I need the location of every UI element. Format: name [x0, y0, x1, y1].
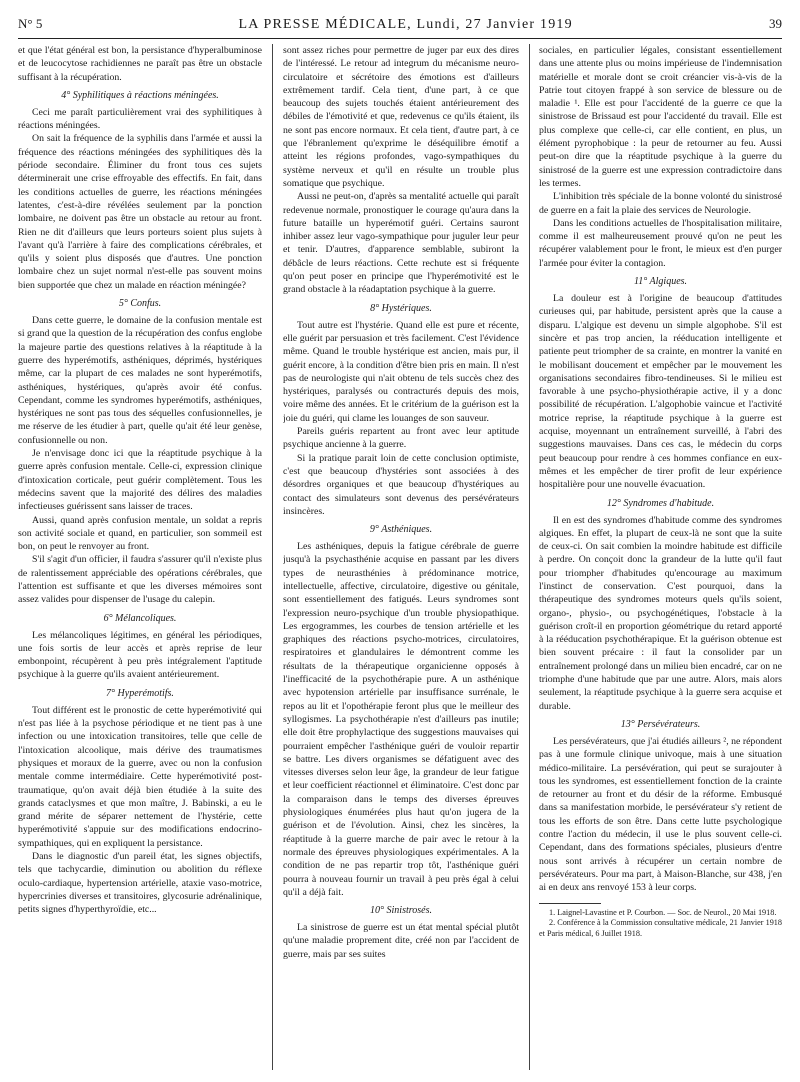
issue-number: N° 5	[18, 16, 43, 31]
column-3	[539, 44, 782, 1070]
section-heading: 6° Mélancoliques.	[103, 612, 177, 624]
section-heading: 13° Persévérateurs.	[620, 718, 701, 730]
paragraph: La sinistrose de guerre est un état mental spécial plutôt qu'une maladie proprement dite, créé non par l'accident de guerre, mais par ses suites	[283, 922, 519, 960]
section-heading: 11° Algiques.	[633, 276, 688, 288]
paragraph: Je n'envisage donc ici que la réaptitude psychique à la guerre après confusion mentale. Celle-ci, expression clinique d'intoxication corticale, peut guérir complètement. Tous les médecins savent que la majorité des délires des maladies infectieuses guérissent sans laisser de traces.	[18, 448, 262, 513]
paragraph: Les persévérateurs, que j'ai étudiés ailleurs ², ne répondent pas à une formule clinique univoque, mais à une situation médico-militaire. La persévération, qui peut se surajouter à tous les syndromes, est essentiellement fonction de la crainte de retourner au front et du désir de la réforme. Embusqué dans sa manifestation morbide, le persévérateur s'y retient de tous les efforts de son être. Dans cette lutte psychologique contre l'action du médecin, il use le plus souvent celle-ci. Cependant, dans des formations spéciales, plusieurs d'entre nous sont arrivés à récupérer un certain nombre de persévérateurs. Pour ma part, à Maison-Blanche, sur 438, j'en ai en deux ans renvoyé 153 à leur corps.	[539, 735, 782, 894]
paragraph: On sait la fréquence de la syphilis dans l'armée et aussi la fréquence des réactions méningées des syphilitiques dès la période secondaire. Éliminer du front tous ces sujets déterminerait une crise effroyable des effectifs. En fait, dans les conditions actuelles de guerre, les réactions méningées latentes, c'est-à-dire révélées seulement par la ponction lombaire, ne doivent pas être un obstacle au retour au front. Rien ne dit d'ailleurs que leurs porteurs soient plus sujets à l'avant qu'à l'arrière à faire des complications cérébrales, et qu'ils y soient plus disposés que d'autres. Une ponction lombaire chez un sujet normal n'est-elle pas souvent moins bien supportée que chez un malade en réaction méningée?	[18, 133, 262, 291]
paragraph: Ceci me paraît particulièrement vrai des syphilitiques à réactions méningées.	[18, 106, 262, 132]
section-heading: 12° Syndromes d'habitude.	[606, 497, 715, 509]
paragraph: sont assez riches pour permettre de juger par eux des dires de l'intéressé. Le retour ad integrum du mécanisme neuro-circulatoire et sécrétoire des émotions est d'ailleurs extrêmement tardif. Cela tient, d'une part, à ce que beaucoup des sujets touchés étaient antérieurement des débiles de l'émotivité et que, redevenus ce qu'ils étaient, ils ne sont pas encore normaux. Et cela tient, d'autre part, à ce que l'ébranlement qu'exprime le déséquilibre émotif a atteint les régions profondes, vago-sympathiques du système nerveux et qu'il en résulte un trouble plus somatique que psychique.	[283, 45, 519, 189]
paragraph: Il en est des syndromes d'habitude comme des syndromes algiques. En effet, la plupart de ceux-là ne sont que la suite de ceux-ci. On sait combien la moindre habitude est difficile à perdre. On conçoit donc la grandeur de la lutte qu'il faut pour triompher d'habitudes qu'encourage au maximum l'instinct de conservation. C'est pourquoi, dans la thérapeutique des syndromes moteurs quels qu'ils soient, organo-, physio-, ou psychogénétiques, l'obstacle à la guérison croît-il en proportion géométrique du retard apporté à la rééducation psychothérapique. Et la guérison obtenue est bien souvent précaire : il faut la consolider par un entraînement prolongé dans un milieu bien encadré, car on ne triomphe d'une habitude que par une autre. Alors, mais alors seulement, la réaptitude psychique à la guerre sera acquise et durable.	[539, 514, 782, 712]
paragraph: sociales, en particulier légales, consistant essentiellement dans une attente plus ou moins impérieuse de l'indemnisation matérielle et morale dont se croit créancier vis-à-vis de la Patrie tout citoyen frappé à son service de blessure ou de maladie ¹. Elle est pour l'accidenté de la guerre ce que la sinistrose de Brissaud est pour l'accidenté du travail. Elle est plus complexe que celle-ci, car elle contient, en plus, un élément pyrophobique : la peur de retourner au feu. Aussi peut-on dire que la réaptitude psychique à la guerre du sinistrosé de la guerre est une expression contradictoire dans les termes.	[539, 45, 782, 189]
section-heading: 4° Syphilitiques à réactions méningées.	[61, 89, 219, 101]
paragraph: L'inhibition très spéciale de la bonne volonté du sinistrosé de guerre en a fait la plaie des services de Neurologie.	[539, 191, 782, 216]
paragraph: Pareils guéris repartent au front avec leur aptitude psychique ancienne à la guerre.	[283, 426, 519, 451]
paragraph: Dans les conditions actuelles de l'hospitalisation militaire, comme il est malheureusement prouvé qu'on ne peut les récupérer valablement pour le front, le mieux est d'en purger l'armée pour éviter la contagion.	[539, 217, 782, 269]
column-1	[18, 44, 262, 1070]
paragraph: Aussi ne peut-on, d'après sa mentalité actuelle qui paraît redevenue normale, pronostiquer le courage qu'aura dans la future bataille un hyperémotif guéri. Certains sauront inhiber assez leur vago-sympathique pour juguler leur peur et tenir. D'autres, d'apparence semblable, subiront la débâcle de leurs réactions. Cette rechute est si fréquente qu'on peut poser en principe que l'hyperémotivité est le grand obstacle à la réadaptation psychique à la guerre.	[283, 191, 519, 296]
header-rule	[18, 38, 782, 39]
page-number: 39	[768, 16, 782, 31]
paragraph: Si la pratique parait loin de cette conclusion optimiste, c'est que beaucoup d'hystéries sont associées à des désordres organiques et que beaucoup d'hystériques au contact des simulateurs sont devenus des persévérateurs insincères.	[283, 452, 519, 517]
paragraph: Tout différent est le pronostic de cette hyperémotivité qui n'est pas liée à la psychose périodique et ne tient pas à une infection ou une intoxication transitoires, telle que celle de l'intoxication alcoolique, mais dérive des traumatismes physiques et moraux de la guerre, avec ou non la confusion mentale comme intermédiaire. Cette hyperémotivité post-traumatique, qu'on avait déjà bien étudiée à la suite des grands cataclysmes et que mon maître, J. Babinski, a eu le grand mérite de séparer nettement de l'hystérie, cette hyperémotivité s'appuie sur des modifications endocrino-sympathiques, qui en expliquent la persistance.	[18, 704, 262, 849]
paragraph: Dans cette guerre, le domaine de la confusion mentale est si grand que la question de la récupération des confus englobe la majeure partie des questions relatives à la réaptitude à la guerre des hyperémotifs, asthéniques, déprimés, hystériques même, car la plupart de ces malades ne sont hyperémotifs, asthéniques, hystériques, qu'après avoir été confus. Cependant, comme les syndromes hyperémotifs, asthéniques, hystériques ne sont pas tous des séquelles confusionnelles, je me réserve de les étudier à part, quelle qu'ait été leur genèse, confusionnelle ou non.	[18, 315, 262, 446]
column-separator	[272, 44, 273, 1070]
section-heading: 8° Hystériques.	[370, 302, 432, 314]
paragraph: Aussi, quand après confusion mentale, un soldat a repris son activité sociale et quand, en particulier, son sommeil est bon, on peut le renvoyer au front.	[18, 514, 262, 553]
journal-title: LA PRESSE MÉDICALE, Lundi, 27 Janvier 1919	[238, 17, 573, 32]
section-heading: 7° Hyperémotifs.	[106, 687, 174, 699]
paragraph: La douleur est à l'origine de beaucoup d'attitudes curieuses qui, par habitude, persistent après que la cause a disparu. L'algique est devenu un simple algophobe. S'il est sincère et pas trop ancien, la rééducation intelligente et patiente peut triompher de sa crainte, en montrer la vanité en le mobilisant doucement et empêcher par le mouvement les organisations secondaires fibro-tendineuses. Si le milieu est favorable à une psycho-physiothérapie active, il y a donc possibilité de récupération. L'algophobie vaincue et l'activité motrice reprise, la réaptitude psychique à la guerre est acquise, moyennant un entraînement surveillé, à l'abri des suggestions mauvaises. Dans ces cas, le médecin du corps peut beaucoup pour rendre à ces hommes confiance en eux-mêmes et les empêcher de tirer profit de leur expérience hospitalière pour une nouvelle évacuation.	[539, 293, 782, 491]
section-heading: 9° Asthéniques.	[369, 524, 433, 536]
footnote: 1. Laignel-Lavastine et P. Courbon. — Soc. de Neurol., 20 Mai 1918.	[549, 907, 777, 917]
column-separator	[529, 44, 530, 1070]
section-heading: 5° Confus.	[118, 298, 162, 310]
footnote: 2. Conférence à la Commission consultative médicale, 21 Janvier 1918 et Paris médical, 6 Juillet 1918.	[539, 918, 782, 939]
paragraph: Dans le diagnostic d'un pareil état, les signes objectifs, tels que tachycardie, diminution ou abolition du réflexe oculo-cardiaque, hypertension artérielle, ataxie vaso-motrice, hypercrinies diverses et transitoires, glycosurie adrénalinique, petits signes d'hyperthyroïdie, etc...	[18, 851, 262, 916]
paragraph: Les asthéniques, depuis la fatigue cérébrale de guerre jusqu'à la psychasthénie acquise en passant par les divers types de neurasthénies à prédominance motrice, intellectuelle, affective, circulatoire, digestive ou génitale, sont essentiellement des fatigués. Leurs syndromes sont l'expression neuro-psychique d'un trouble physiopathique. Les ergogrammes, les courbes de tension artérielle et les graphiques des réactions psycho-motrices, circulatoires, respiratoires et glandulaires le démontrent comme les résultats de la thérapeutique organicienne opposés à l'inefficacité de la psychothérapie pure. A un asthénique avec hypotension artérielle par insuffisance surrénale, le repos au lit et l'opothérapie feront plus que le meilleur des syllogismes. La psychothérapie n'est d'ailleurs pas inutile; elle doit être prophylactique des suggestions mauvaises qui pourraient empêcher l'asthénique guéri de vouloir repartir se battre. Les divers organismes se défatiguent avec des vitesses diverses selon leur âge, la grandeur de leur fatigue et leur coefficient réactionnel et éliminatoire. C'est donc par la comparaison dans le temps des diverses épreuves physiologiques énumérées plus haut qu'on jugera de la guérison et de l'évolution. Ainsi, chez les sincères, la réaptitude à la guerre marche de pair avec le retour à la normale des épreuves physiologiques expérimentales. A la condition de ne pas repartir trop tôt, l'asthénique guéri pourra à nouveau fournir un travail à peu près égal à celui qu'il a déjà fait.	[283, 541, 519, 898]
footnote-rule	[539, 903, 601, 904]
paragraph: et que l'état général est bon, la persistance d'hyperalbuminose et de leucocytose rachidiennes ne paraît pas être un obstacle suffisant à la récupération.	[18, 45, 262, 83]
column-2	[283, 44, 519, 1070]
page-header	[18, 16, 782, 38]
paragraph: S'il s'agit d'un officier, il faudra s'assurer qu'il n'existe plus de ralentissement appréciable des opérations cérébrales, que l'attention est suffisante et que les diverses mémoires sont assez valides pour dispenser de l'usage du calepin.	[18, 554, 262, 606]
section-heading: 10° Sinistrosés.	[370, 905, 432, 917]
paragraph: Tout autre est l'hystérie. Quand elle est pure et récente, elle guérit par persuasion et très facilement. C'est l'évidence même. Quand le trouble hystérique est ancien, mais pur, il guérit encore, à la condition d'être bien pris en main. Il n'est pas de neurologiste qui n'ait obtenu de tels succès chez des hystériques, paralysés ou contracturés depuis des mois, voire même des années. Et le critérium de la guérison est la joie du guéri, qui clame les louanges de son sauveur.	[283, 319, 519, 424]
paragraph: Les mélancoliques légitimes, en général les périodiques, une fois sortis de leur accès et après reprise de leur embonpoint, récupèrent à peu près intégralement l'aptitude psychique à la guerre qu'ils avaient antérieurement.	[18, 629, 262, 681]
